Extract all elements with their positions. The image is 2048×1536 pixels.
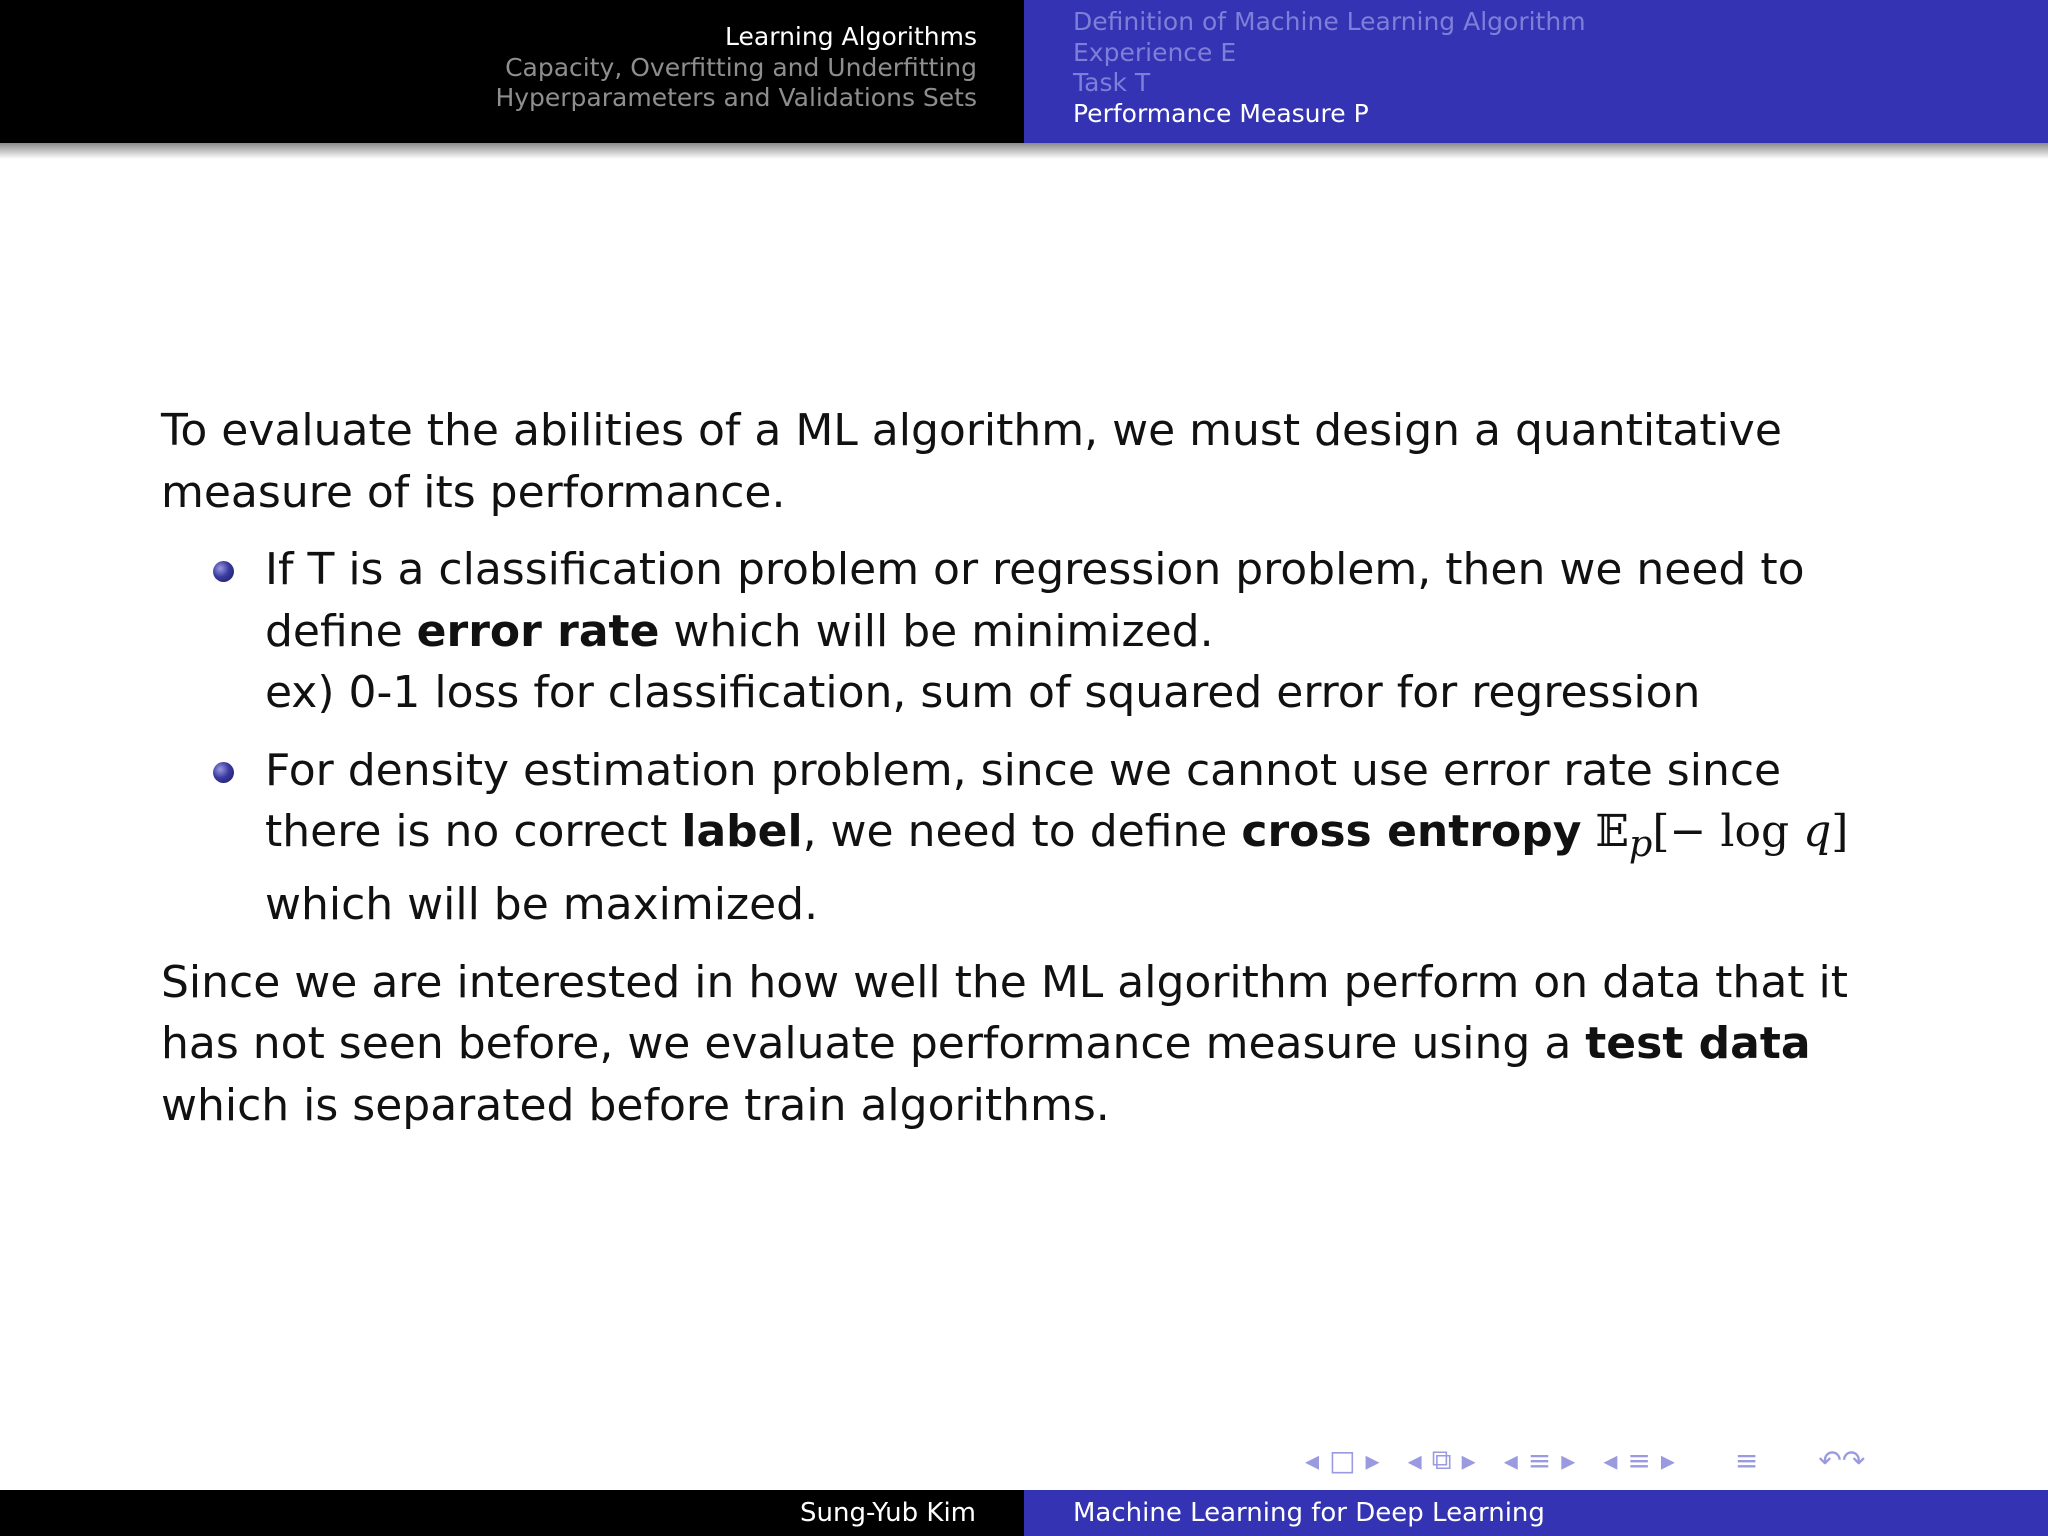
- cross-entropy-formula: 𝔼$_p$[− log q]: [1595, 806, 1849, 865]
- slide-prev-icon[interactable]: ◂: [1305, 1443, 1320, 1477]
- bullet-cross-entropy: [161, 740, 1901, 936]
- slide-icon[interactable]: □: [1329, 1443, 1356, 1477]
- intro-paragraph: To evaluate the abilities of a ML algorithm, we must design a quantitative measure of its performance.: [161, 405, 1782, 518]
- subsection-task[interactable]: Task T: [1073, 68, 1151, 97]
- bullet-icon: [213, 762, 234, 783]
- slide-next-icon[interactable]: ▸: [1365, 1443, 1380, 1477]
- bullet-icon: [213, 561, 234, 582]
- term-cross-entropy: cross entropy: [1241, 806, 1582, 857]
- footer-author: Sung-Yub Kim: [0, 1490, 1024, 1536]
- section-learning-algorithms[interactable]: Learning Algorithms: [725, 22, 977, 51]
- subsection-navigation: [1024, 0, 2048, 143]
- search-icon[interactable]: ↶↷: [1818, 1443, 1866, 1477]
- bullet-error-rate: [161, 539, 1901, 724]
- term-test-data: test data: [1585, 1018, 1811, 1070]
- footer-title: Machine Learning for Deep Learning: [1024, 1490, 2048, 1536]
- bullet-text: If T is a classification problem or regression problem, then we need to define error rate which will be minimized.: [265, 544, 1805, 657]
- align-icon[interactable]: ≡: [1734, 1443, 1759, 1477]
- bullet-list: [161, 539, 1901, 936]
- subsection-performance[interactable]: Performance Measure P: [1073, 98, 1369, 128]
- outro-paragraph: Since we are interested in how well the ML algorithm perform on data that it has not seen before, we evaluate performance measure using a test data which is separated before train algorithms.: [161, 956, 1848, 1131]
- frame-next-icon[interactable]: ▸: [1461, 1443, 1476, 1477]
- section-hyperparameters[interactable]: Hyperparameters and Validations Sets: [495, 83, 977, 112]
- subsection-next-icon[interactable]: ▸: [1660, 1443, 1675, 1477]
- subsection-icon[interactable]: ≡: [1627, 1443, 1651, 1477]
- bullet-text: For density estimation problem, since we cannot use error rate since there is no correct label, we need to define cross entropy 𝔼$_p$[− log q] which will be maximized.: [265, 744, 1849, 931]
- subsection-prev-icon[interactable]: ◂: [1603, 1443, 1618, 1477]
- section-next-icon[interactable]: ▸: [1561, 1443, 1576, 1477]
- subsection-definition[interactable]: Definition of Machine Learning Algorithm: [1073, 7, 1586, 36]
- subsection-experience[interactable]: Experience E: [1073, 37, 1237, 67]
- beamer-navigation: [1305, 1440, 2035, 1480]
- slide-content: [161, 400, 1901, 1136]
- frame-prev-icon[interactable]: ◂: [1407, 1443, 1422, 1477]
- section-capacity[interactable]: Capacity, Overfitting and Underfitting: [505, 52, 977, 82]
- header-shadow: [0, 143, 2048, 159]
- header-bar: [0, 0, 2048, 143]
- term-label: label: [681, 806, 803, 857]
- section-icon[interactable]: ≡: [1527, 1443, 1552, 1477]
- bullet-example: ex) 0-1 loss for classification, sum of squared error for regression: [265, 667, 1701, 718]
- term-error-rate: error rate: [416, 605, 660, 657]
- footer-bar: [0, 1490, 2048, 1536]
- frame-icon[interactable]: ⧉: [1431, 1443, 1452, 1476]
- section-navigation: [0, 0, 1024, 143]
- section-prev-icon[interactable]: ◂: [1503, 1443, 1518, 1477]
